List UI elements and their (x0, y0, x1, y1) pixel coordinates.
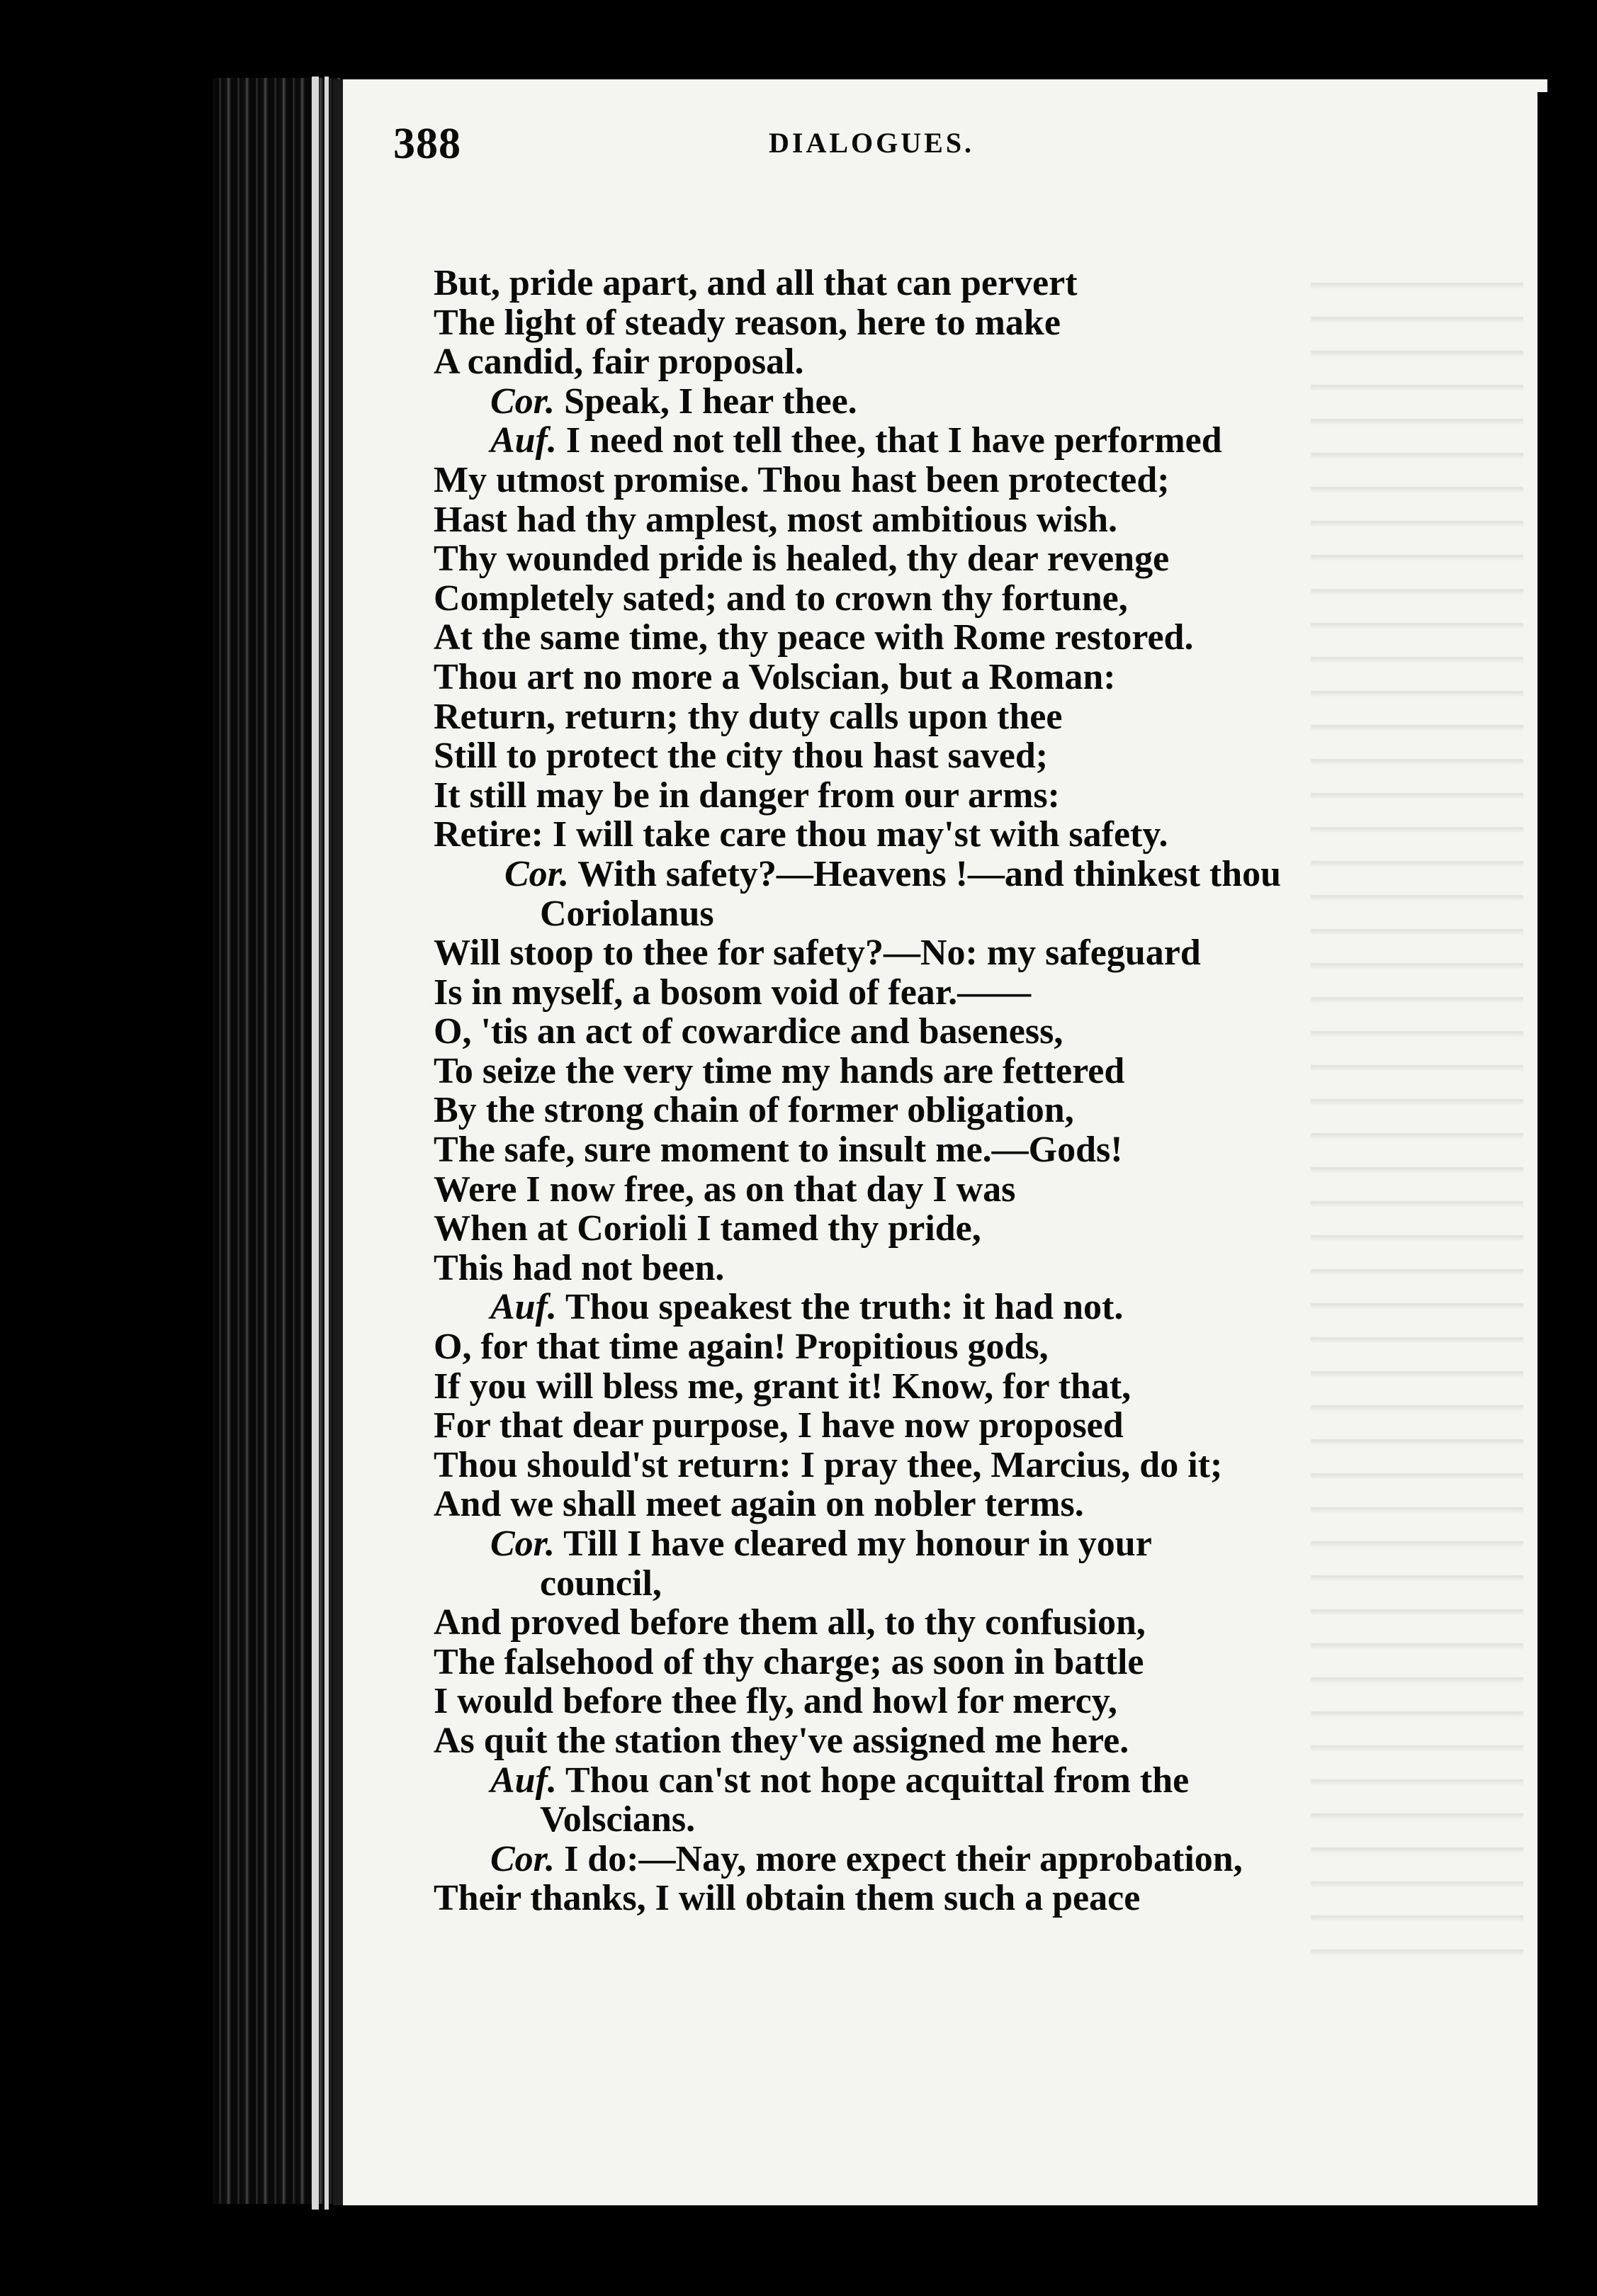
text-line (434, 1800, 1532, 1840)
line-text: Completely sated; and to crown thy fortune, (434, 578, 1128, 619)
text-line (434, 1406, 1532, 1446)
speaker-label: Cor. (490, 1838, 555, 1879)
scan-border (1537, 92, 1597, 2218)
line-text: Will stoop to thee for safety?—No: my safeguard (434, 933, 1201, 974)
text-line (434, 697, 1532, 737)
line-text: To seize the very time my hands are fettered (434, 1050, 1125, 1091)
speaker-label: Auf. (490, 1760, 557, 1801)
text-line (434, 933, 1532, 973)
line-text: Their thanks, I will obtain them such a peace (434, 1878, 1141, 1919)
page-edge-line (312, 77, 319, 2210)
text-line (434, 500, 1532, 540)
text-line (434, 1564, 1532, 1604)
line-text: Thou should'st return: I pray thee, Marcius, do it; (434, 1444, 1223, 1485)
line-text: Till I have cleared my honour in your (555, 1524, 1152, 1564)
line-text: When at Corioli I tamed thy pride, (434, 1208, 981, 1249)
text-line (434, 618, 1532, 658)
line-text: I need not tell thee, that I have performed (556, 420, 1222, 461)
text-line (434, 1091, 1532, 1130)
text-line (434, 382, 1532, 422)
text-line (434, 776, 1532, 816)
line-text: O, for that time again! Propitious gods, (434, 1327, 1049, 1368)
line-text: I would before thee fly, and howl for mercy, (434, 1681, 1117, 1722)
text-line (434, 539, 1532, 579)
text-line (434, 1485, 1532, 1524)
speaker-label: Cor. (490, 1524, 555, 1564)
line-text: Retire: I will take care thou may'st with safety. (434, 814, 1168, 855)
line-text: If you will bless me, grant it! Know, for that, (434, 1366, 1132, 1407)
line-text: Thou speakest the truth: it had not. (556, 1287, 1124, 1328)
line-text: Return, return; thy duty calls upon thee (434, 696, 1063, 737)
text-line (434, 1643, 1532, 1682)
line-text: As quit the station they've assigned me here. (434, 1720, 1129, 1761)
line-text: Were I now free, as on that day I was (434, 1169, 1016, 1210)
text-line (434, 303, 1532, 343)
line-text: And proved before them all, to thy confusion, (434, 1602, 1146, 1643)
text-line (434, 342, 1532, 382)
line-text: Is in myself, a bosom void of fear.—— (434, 972, 1032, 1013)
text-line (434, 1367, 1532, 1407)
line-text: The light of steady reason, here to make (434, 302, 1061, 343)
line-text: My utmost promise. Thou hast been protected; (434, 459, 1170, 500)
line-text: The falsehood of thy charge; as soon in battle (434, 1641, 1144, 1682)
line-text: And we shall meet again on nobler terms. (434, 1484, 1084, 1525)
text-line (434, 1879, 1532, 1918)
text-line (434, 894, 1532, 934)
page-number: 388 (393, 120, 461, 168)
line-text: Thou can'st not hope acquittal from the (556, 1760, 1190, 1801)
line-text: I do:—Nay, more expect their approbation, (555, 1838, 1243, 1879)
line-text: Hast had thy amplest, most ambitious wish. (434, 499, 1118, 540)
line-text: O, 'tis an act of cowardice and baseness, (434, 1011, 1063, 1052)
text-line (434, 264, 1532, 303)
text-line (434, 1682, 1532, 1721)
text-line (434, 815, 1532, 855)
text-line (434, 1327, 1532, 1367)
text-line (434, 1288, 1532, 1327)
text-line (434, 1249, 1532, 1288)
line-text: With safety?—Heavens !—and thinkest thou (569, 853, 1282, 894)
dialogue-text (434, 264, 1532, 1918)
line-text: council, (540, 1563, 662, 1604)
text-line (434, 658, 1532, 697)
text-line (434, 1012, 1532, 1052)
line-text: Speak, I hear thee. (555, 381, 857, 422)
text-line (434, 579, 1532, 619)
text-line (434, 973, 1532, 1013)
line-text: But, pride apart, and all that can pervert (434, 263, 1078, 303)
text-line (434, 1603, 1532, 1643)
page-edge-line (325, 77, 329, 2210)
line-text: Thy wounded pride is healed, thy dear revenge (434, 539, 1170, 580)
line-text: Thou art no more a Volscian, but a Roman: (434, 656, 1116, 697)
speaker-label: Cor. (490, 381, 555, 422)
line-text: The safe, sure moment to insult me.—Gods! (434, 1130, 1123, 1171)
text-line (434, 736, 1532, 776)
text-line (434, 1446, 1532, 1485)
line-text: Volscians. (540, 1799, 696, 1840)
line-text: Coriolanus (540, 893, 714, 934)
text-line (434, 1052, 1532, 1091)
line-text: A candid, fair proposal. (434, 342, 804, 383)
speaker-label: Cor. (504, 853, 570, 894)
line-text: By the strong chain of former obligation, (434, 1090, 1074, 1131)
text-line (434, 855, 1532, 894)
line-text: At the same time, thy peace with Rome restored. (434, 617, 1194, 658)
line-text: This had not been. (434, 1247, 725, 1288)
text-line (434, 421, 1532, 461)
line-text: It still may be in danger from our arms: (434, 775, 1060, 816)
running-head: DIALOGUES. (769, 127, 975, 159)
text-line (434, 1209, 1532, 1249)
text-line (434, 1524, 1532, 1564)
text-line (434, 461, 1532, 500)
text-line (434, 1130, 1532, 1170)
text-line (434, 1721, 1532, 1761)
page-header (393, 119, 1520, 176)
line-text: For that dear purpose, I have now proposed (434, 1405, 1124, 1446)
text-line (434, 1840, 1532, 1879)
speaker-label: Auf. (490, 1287, 557, 1328)
book-page-edges (213, 78, 340, 2204)
text-line (434, 1170, 1532, 1210)
line-text: Still to protect the city thou hast saved; (434, 736, 1049, 777)
text-line (434, 1761, 1532, 1801)
speaker-label: Auf. (490, 420, 557, 461)
